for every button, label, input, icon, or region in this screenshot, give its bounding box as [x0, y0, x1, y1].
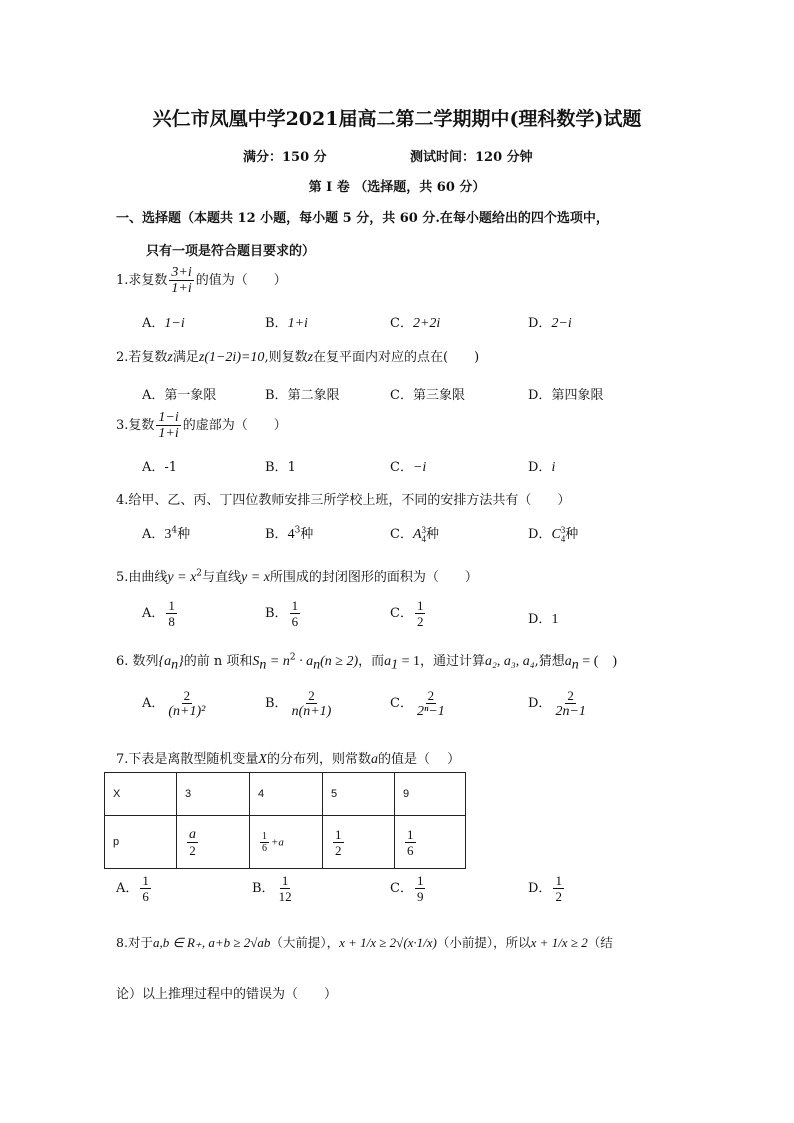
question-6: 6. 数列$\{a_n\}$的前 n 项和$S_n = n^2 \cdot a_n(n \ge 2)$，而$a_1 = 1$，通过计算a₂, a₃, a₄,猜想$a_n$ = ( ) — [116, 652, 618, 673]
q6-option-a: A． $\frac{2}{\text{(n+1)²}}$ — [142, 688, 206, 719]
q4-option-c: C．A 3 4 种 — [390, 524, 440, 544]
q1-option-d: D．2−i — [528, 316, 572, 331]
q7-option-b: B． $\frac{1}{12}$ — [252, 873, 292, 904]
q7-option-a: A． $\frac{1}{6}$ — [116, 873, 149, 904]
q6-option-d: D． $\frac{2}{2n-1}$ — [528, 688, 586, 719]
distribution-table — [104, 772, 466, 869]
table-cell: $\frac{1}{6}$ +a — [250, 816, 323, 869]
q2-option-b: B．第二象限 — [265, 388, 340, 403]
q1-fraction — [169, 265, 193, 296]
question-1 — [116, 265, 287, 296]
q1-prefix: 1.求复数 — [116, 273, 168, 288]
page-title: 兴仁市凤凰中学2021届高二第二学期期中(理科数学)试题 — [152, 108, 642, 130]
table-cell: $\frac{1}{2}$ — [323, 816, 395, 869]
q7-option-c: C． $\frac{1}{9}$ — [390, 873, 424, 904]
table-cell: p — [105, 816, 177, 869]
q5-option-a: A． $\frac{1}{8}$ — [142, 598, 175, 629]
question-5: 5.由曲线$y = x^2$与直线y = x所围成的封闭图形的面积为（ ） — [116, 568, 478, 585]
q1-option-c: C．2+2i — [390, 316, 441, 331]
q5-option-b: B． $\frac{1}{6}$ — [265, 598, 299, 629]
q1-option-a: A．1−i — [142, 316, 185, 331]
q4-option-b: B．$4^3$种 — [265, 525, 314, 542]
part-heading: 第 I 卷 （选择题，共 60 分） — [308, 180, 486, 195]
q6-option-b: B． $\frac{2}{n(n+1)}$ — [265, 688, 332, 719]
table-cell: 5 — [323, 773, 395, 816]
section-heading: 一、选择题（本题共 12 小题，每小题 5 分，共 60 分.在每小题给出的四个选项中， — [116, 211, 609, 226]
question-4: 4.给甲、乙、丙、丁四位教师安排三所学校上班，不同的安排方法共有（ ） — [116, 493, 571, 508]
question-7: 7.下表是离散型随机变量X的分布列，则常数a的值是（ ） — [116, 752, 461, 767]
q3-fraction: $\frac{1-i}{1+i}$ — [158, 410, 179, 441]
q3-option-c: C．−i — [390, 460, 427, 475]
table-cell: $\frac{1}{6}$ — [395, 816, 466, 869]
q1-den: 1+i — [171, 281, 192, 296]
table-cell: 4 — [250, 773, 323, 816]
q4-option-a: A．$3^4$种 — [142, 525, 191, 542]
q2-option-a: A．第一象限 — [142, 388, 217, 403]
table-cell: 3 — [177, 773, 250, 816]
full-score: 满分：150 分 — [243, 150, 327, 165]
question-8-cont: 论）以上推理过程中的错误为（ ） — [116, 987, 338, 1002]
table-row — [105, 773, 466, 816]
q3-option-d: D．i — [528, 460, 556, 475]
q5-option-c: C． $\frac{1}{2}$ — [390, 598, 424, 629]
q3-option-a: A．-1 — [142, 460, 178, 475]
test-time: 测试时间：120 分钟 — [410, 150, 533, 165]
section-heading-cont: 只有一项是符合题目要求的） — [146, 244, 316, 259]
q5-option-d: D．1 — [528, 612, 559, 627]
question-8: 8.对于a,b ∈ R₊, a+b ≥ 2√ab（大前提），x + 1/x ≥ 2√(x·1/x)（小前提），所以x + 1/x ≥ 2（结 — [116, 935, 613, 950]
q4-option-d: D．C 3 4 种 — [528, 524, 579, 544]
table-cell: X — [105, 773, 177, 816]
q6-option-c: C． $\frac{2}{\text{2ⁿ−1}}$ — [390, 688, 445, 719]
question-2: 2.若复数z满足z(1−2i)=10,则复数z在复平面内对应的点在( ) — [116, 350, 480, 365]
question-3: 3.复数 $\frac{1-i}{1+i}$ 的虚部为（ ） — [116, 410, 287, 441]
table-cell: $\frac{a}{2}$ — [177, 816, 250, 869]
table-row — [105, 816, 466, 869]
q1-suffix: 的值为（ ） — [195, 273, 287, 288]
table-cell: 9 — [395, 773, 466, 816]
q7-option-d: D． $\frac{1}{2}$ — [528, 873, 562, 904]
q2-option-c: C．第三象限 — [390, 388, 465, 403]
q1-num: 3+i — [171, 265, 192, 280]
q3-option-b: B．1 — [265, 460, 296, 475]
q2-option-d: D．第四象限 — [528, 388, 604, 403]
q1-option-b: B．1+i — [265, 316, 308, 331]
